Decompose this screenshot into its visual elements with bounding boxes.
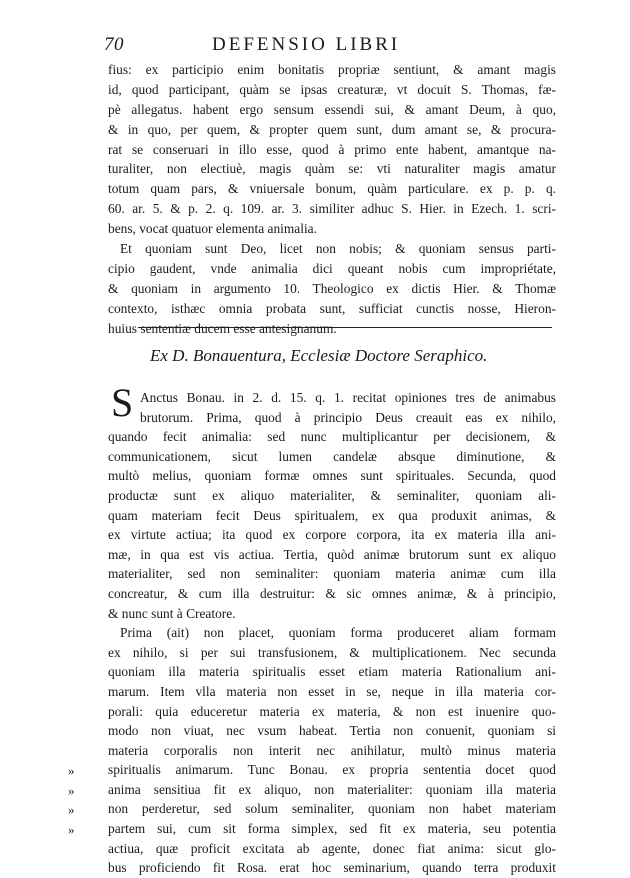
margin-quote-mark: » bbox=[68, 821, 75, 837]
text-line: modo non viuat, nec vsum habeat. Tertia non conuenit, quoniam si bbox=[108, 723, 556, 739]
text-line: productæ sunt ex aliquo materialiter, & seminaliter, quoniam ali- bbox=[108, 487, 556, 503]
text-line: spiritualis animarum. Tunc Bonau. ex propria sententia docet quod bbox=[108, 762, 556, 778]
text-line: Anctus Bonau. in 2. d. 15. q. 1. recitat opiniones tres de animabus bbox=[140, 390, 556, 405]
text-line: huius sententiæ ducem esse antesignanum. bbox=[108, 320, 337, 336]
margin-quote-mark: » bbox=[68, 763, 75, 778]
text-line: ex virtute actiua; ita quod ex corpore corpora, ita ex materia illa ani- bbox=[108, 527, 556, 543]
text-line: & nunc sunt à Creatore. bbox=[108, 605, 236, 621]
text-line: Prima (ait) non placet, quoniam forma produceret aliam formam bbox=[120, 625, 556, 641]
text-line: materia corporalis non interit nec anihilatur, multò minus materia bbox=[108, 742, 556, 758]
text-line: id, quod participant, quàm se ipsas creaturæ, vt docuit S. Thomas, fæ- bbox=[108, 81, 556, 97]
margin-quote-mark: » bbox=[68, 782, 75, 798]
text-line: ex nihilo, si per sui transfusionem, & multiplicationem. Nec secunda bbox=[108, 644, 556, 660]
page-number: 70 bbox=[104, 34, 124, 55]
text-line: bus proficiendo fit Rosa. erat hoc seminarium, quando terra produxit bbox=[108, 860, 556, 876]
text-line: materialiter, sed non seminaliter: quoniam materia animæ cum illa bbox=[108, 566, 556, 582]
text-line: communicationem, sicut lumen candelæ absque diminutione, & bbox=[108, 448, 556, 464]
text-line: & in quo, per quem, & propter quem sunt, dum amant se, & procura- bbox=[108, 121, 556, 137]
text-line: marum. Item vlla materia non esset in se, neque in illa materia cor- bbox=[108, 683, 556, 699]
text-line: quam materiam fecit Deus spiritualem, ex qua produxit animas, & bbox=[108, 507, 556, 523]
text-line: totum quam pars, & vniuersale bonum, quàm particulare. ex p. p. q. bbox=[108, 181, 556, 197]
text-line: Et quoniam sunt Deo, licet non nobis; & quoniam sensus parti- bbox=[120, 241, 556, 257]
text-line: multò melius, quoniam formæ omnes sunt spirituales. Secunda, quod bbox=[108, 468, 556, 484]
text-line: pè allegatus. habent ergo sensum essendi sui, & amant Deum, à quo, bbox=[108, 101, 556, 117]
text-line: bens, vocat quatuor elementa animalia. bbox=[108, 221, 317, 237]
margin-marks bbox=[68, 761, 98, 839]
running-head: DEFENSIO LIBRI bbox=[212, 34, 401, 55]
body-text-block bbox=[108, 388, 556, 878]
text-line: cipio gaudent, vnde animalia dici queant nobis cum impropriétate, bbox=[108, 260, 556, 276]
text-line: brutorum. Prima, quod à principio Deus creauit eas ex nihilo, bbox=[140, 409, 556, 425]
text-line: fius: ex participio enim bonitatis propriæ sentiunt, & amant magis bbox=[108, 62, 556, 77]
text-line: partem sui, cum sit forma simplex, sed fit ex materia, seu potentia bbox=[108, 821, 556, 837]
text-line: & quoniam in argumento 10. Theologico ex dictis Hier. & Thomæ bbox=[108, 280, 556, 296]
drop-cap: S bbox=[111, 380, 134, 425]
text-line: actiua, quæ proficit excitata ab agente, donec fiat anima: sicut glo- bbox=[108, 840, 556, 856]
text-line: rat se conseruari in illo esse, quod à primo ente habent, amantque na- bbox=[108, 141, 556, 157]
text-line: anima sensitiua fit ex aliquo, non materialiter: quoniam illa materia bbox=[108, 781, 556, 797]
text-line: 60. ar. 5. & p. 2. q. 109. ar. 3. similiter adhuc S. Hier. in Ezech. 1. scri- bbox=[108, 201, 556, 217]
page-header bbox=[104, 34, 544, 60]
text-line: quando fecit animalia: sed nunc multiplicantur per decisionem, & bbox=[108, 429, 556, 445]
text-line: porali: quia educeretur materia ex materia, & non est inuenire quo- bbox=[108, 703, 556, 719]
section-heading: Ex D. Bonauentura, Ecclesiæ Doctore Seraphico. bbox=[150, 346, 488, 365]
text-line: contexto, isthæc omnia probata sunt, sufficiat cunctis nosse, Hieron- bbox=[108, 300, 556, 316]
text-line: concreatur, & cum illa destruitur: & sic omnes animæ, & à principio, bbox=[108, 585, 556, 601]
margin-quote-mark: » bbox=[68, 802, 75, 818]
text-line: non perderetur, sed solum seminaliter, quoniam non habet materiam bbox=[108, 801, 556, 817]
text-line: mæ, in qua est vis actiua. Tertia, quòd animæ brutorum sunt ex aliquo bbox=[108, 546, 556, 562]
top-text-block bbox=[108, 60, 556, 338]
section-divider bbox=[138, 327, 552, 328]
text-line: quoniam illa materia spiritualis esset etiam materia Rationalium ani- bbox=[108, 664, 556, 680]
text-line: turaliter, non electiuè, magis quàm se: vti naturaliter magis amatur bbox=[108, 161, 556, 177]
